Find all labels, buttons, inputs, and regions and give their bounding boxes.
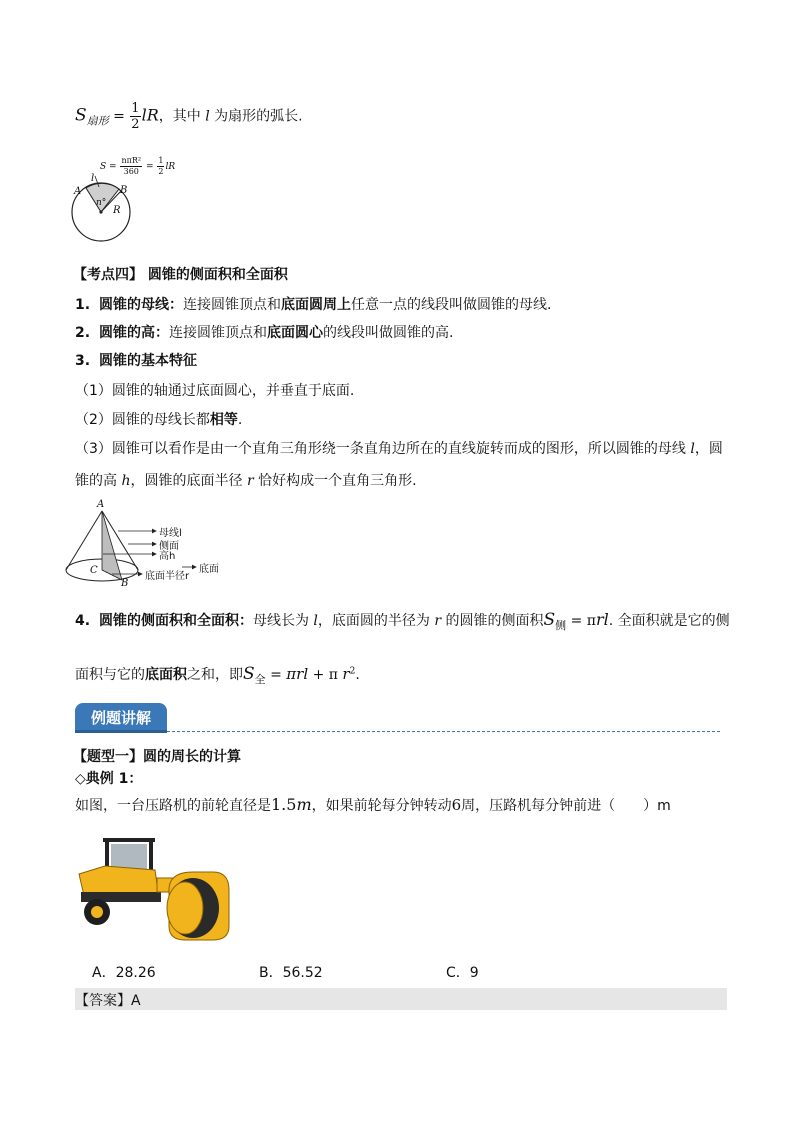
section-divider xyxy=(167,731,720,732)
item-1: 1. 圆锥的母线：连接圆锥顶点和底面圆周上任意一点的线段叫做圆锥的母线. xyxy=(75,297,552,313)
label-radius: 底面半径r xyxy=(145,571,190,582)
sector-diagram xyxy=(68,155,188,247)
example1-title: ◇典例 1： xyxy=(75,771,143,787)
label-lateral: 侧面 xyxy=(159,541,179,552)
label-height: 高h xyxy=(159,551,176,562)
answer-text: 【答案】A xyxy=(75,993,141,1009)
answer-bar xyxy=(75,988,727,1010)
point-a-label: A xyxy=(74,186,82,197)
arc-l-label: l xyxy=(91,173,95,184)
feature-2: （2）圆锥的母线长都相等. xyxy=(75,412,243,428)
point-b-label: B xyxy=(120,185,128,196)
feature-1: （1）圆锥的轴通过底面圆心，并垂直于底面. xyxy=(75,383,355,399)
base-point-label: B xyxy=(121,578,129,589)
radius-r-label: R xyxy=(113,205,121,216)
option-a[interactable]: A．28.26 xyxy=(92,965,156,981)
right-triangle xyxy=(102,511,122,580)
examples-section-label: 例题讲解 xyxy=(75,703,167,733)
cone-left-edge xyxy=(66,511,102,570)
section-title-kaodian4: 【考点四】 圆锥的侧面积和全面积 xyxy=(73,267,288,283)
feature-3-line1: （3）圆锥可以看作是由一个直角三角形绕一条直角边所在的直线旋转而成的图形，所以圆锥的母线 l，圆 xyxy=(75,441,723,457)
label-generatrix: 母线l xyxy=(159,528,182,539)
item-2: 2. 圆锥的高：连接圆锥顶点和底面圆心的线段叫做圆锥的高. xyxy=(75,325,454,341)
angle-n-label: n° xyxy=(96,198,107,208)
sector-figure-formula: S = $\frac{\text{nπR²}}{360}$ = $\frac{1}{2}$ lR xyxy=(100,156,176,176)
item-4-line2: 面积与它的底面积之和，即$S_全 = \pi rl + \pi$ $r^2$. xyxy=(75,664,360,686)
sector-area-formula: $S_{扇形}$ = $\frac{1}{2}$ lR，其中 l 为扇形的弧长. xyxy=(75,101,303,132)
question-text: 如图，一台压路机的前轮直径是1.5m，如果前轮每分钟转动6周，压路机每分钟前进（ ）m xyxy=(75,795,671,814)
feature-3-line2: 锥的高 h，圆锥的底面半径 r 恰好构成一个直角三角形. xyxy=(75,473,417,489)
cone-diagram xyxy=(62,499,232,593)
option-c[interactable]: C．9 xyxy=(446,965,479,981)
one-half-fraction: $\frac{1}{2}$ xyxy=(131,101,140,132)
road-roller-svg xyxy=(73,832,233,942)
center-dot xyxy=(99,210,102,213)
road-roller-image xyxy=(73,832,233,942)
option-b[interactable]: B．56.52 xyxy=(259,965,323,981)
label-base: 底面 xyxy=(199,564,219,575)
center-label: C xyxy=(90,565,98,576)
item-3: 3. 圆锥的基本特征 xyxy=(75,353,197,369)
apex-label: A xyxy=(97,499,105,510)
item-4-line1: 4. 圆锥的侧面积和全面积：母线长为 l，底面圆的半径为 r 的圆锥的侧面积$S_侧 = \pi rl$. 全面积就是它的侧 xyxy=(75,610,730,632)
type1-title: 【题型一】圆的周长的计算 xyxy=(73,749,241,765)
